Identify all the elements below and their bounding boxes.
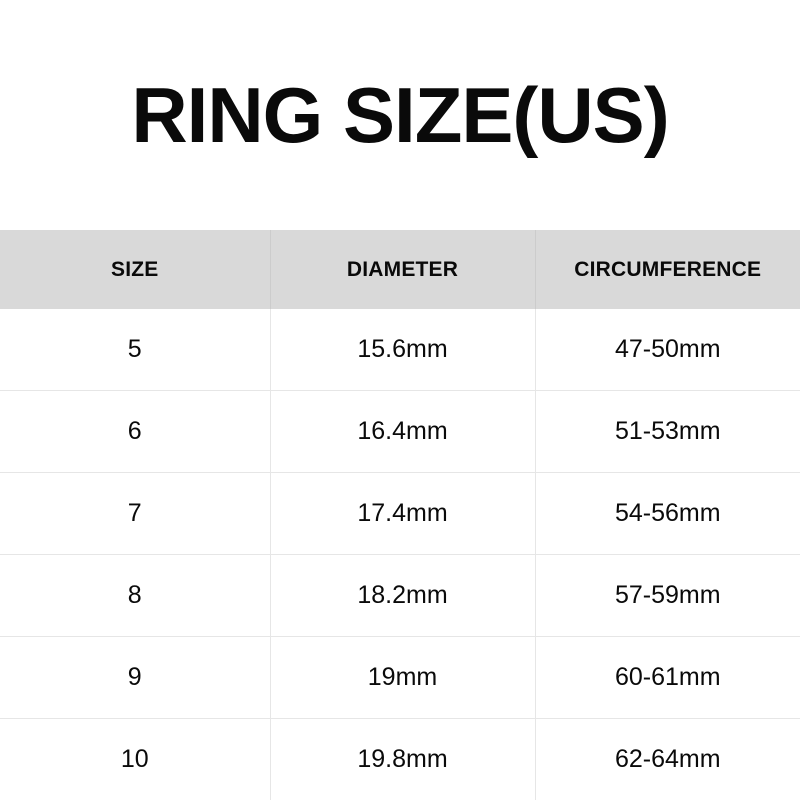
- table-row: [0, 637, 800, 719]
- cell-size: 7: [0, 473, 270, 555]
- table-row: [0, 391, 800, 473]
- table-row: [0, 719, 800, 800]
- table-header: [0, 230, 800, 309]
- cell-size: 9: [0, 637, 270, 719]
- cell-diameter: 17.4mm: [270, 473, 535, 555]
- column-header-circumference: CIRCUMFERENCE: [535, 230, 800, 309]
- ring-size-table: [0, 230, 800, 800]
- table-body: [0, 309, 800, 800]
- page-title-area: [0, 0, 800, 230]
- table-row: [0, 309, 800, 391]
- cell-diameter: 19mm: [270, 637, 535, 719]
- page-title: RING SIZE(US): [131, 71, 669, 159]
- cell-size: 10: [0, 719, 270, 800]
- table-row: [0, 473, 800, 555]
- table-row: [0, 555, 800, 637]
- cell-circumference: 62-64mm: [535, 719, 800, 800]
- cell-circumference: 57-59mm: [535, 555, 800, 637]
- column-header-diameter: DIAMETER: [270, 230, 535, 309]
- cell-diameter: 15.6mm: [270, 309, 535, 391]
- column-header-size: SIZE: [0, 230, 270, 309]
- cell-size: 5: [0, 309, 270, 391]
- cell-diameter: 18.2mm: [270, 555, 535, 637]
- cell-diameter: 16.4mm: [270, 391, 535, 473]
- cell-circumference: 54-56mm: [535, 473, 800, 555]
- cell-size: 8: [0, 555, 270, 637]
- cell-circumference: 51-53mm: [535, 391, 800, 473]
- cell-diameter: 19.8mm: [270, 719, 535, 800]
- cell-size: 6: [0, 391, 270, 473]
- cell-circumference: 47-50mm: [535, 309, 800, 391]
- table-header-row: [0, 230, 800, 309]
- cell-circumference: 60-61mm: [535, 637, 800, 719]
